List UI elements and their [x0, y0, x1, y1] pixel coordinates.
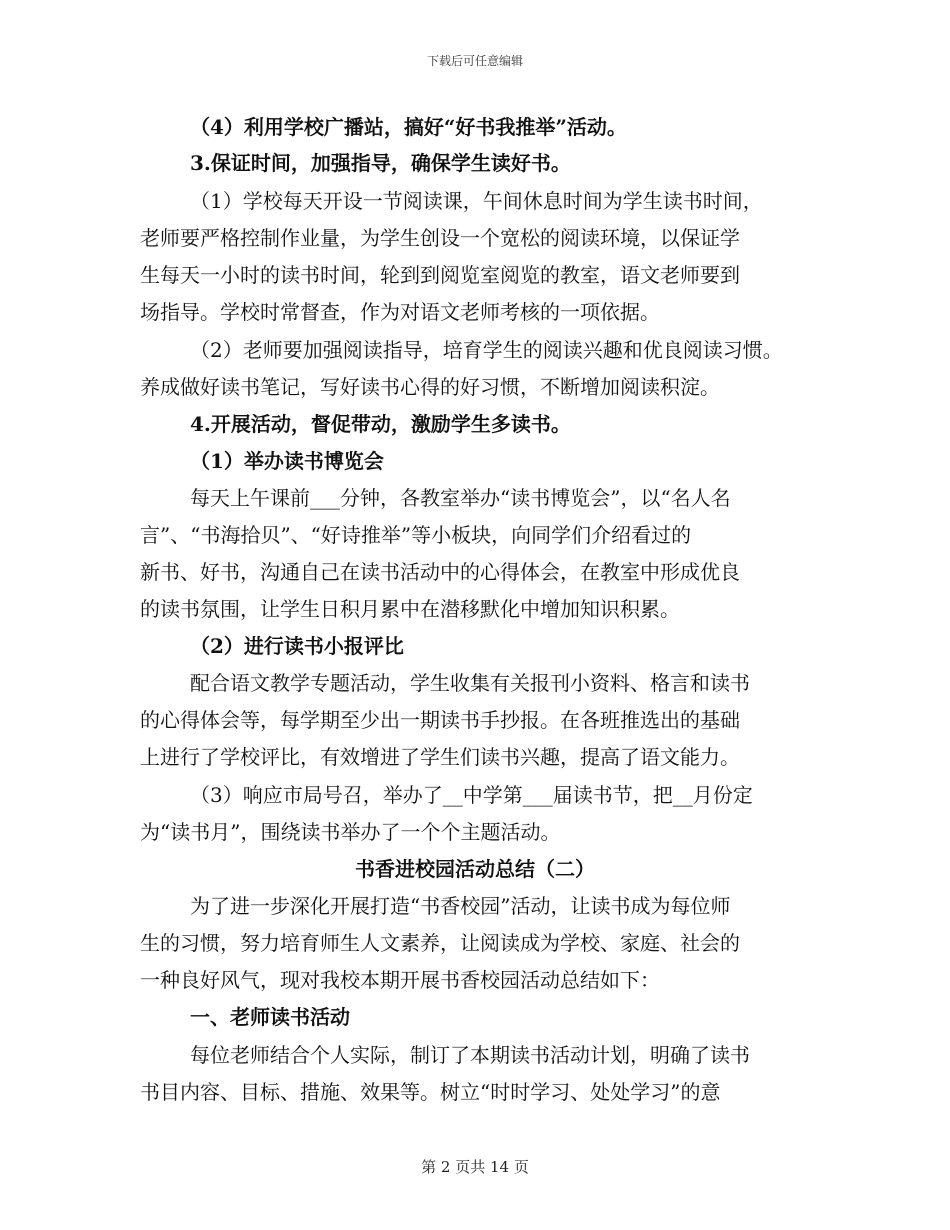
- paragraph-line: 生每天一小时的读书时间，轮到到阅览室阅览的教室，语文老师要到: [140, 263, 740, 287]
- paragraph-line: 为“读书月”，围绕读书举办了一个个主题活动。: [140, 820, 561, 844]
- subheading-newspaper: （2）进行读书小报评比: [190, 634, 404, 658]
- paragraph-line: （1）学校每天开设一节阅读课，午间休息时间为学生读书时间，: [190, 189, 763, 213]
- page-footer: 第 2 页共 14 页: [421, 1158, 529, 1176]
- subheading-book-fair: （1）举办读书博览会: [190, 449, 384, 473]
- paragraph-line: 上进行了学校评比，有效增进了学生们读书兴趣，提高了语文能力。: [140, 745, 740, 769]
- paragraph-line: 生的习惯，努力培育师生人文素养，让阅读成为学校、家庭、社会的: [140, 931, 740, 955]
- paragraph-line: 每天上午课前___分钟，各教室举办“读书博览会”，以“名人名: [190, 486, 731, 510]
- paragraph-line: 书目内容、目标、措施、效果等。树立“时时学习、处处学习”的意: [140, 1080, 721, 1104]
- paragraph-line: 每位老师结合个人实际，制订了本期读书活动计划，明确了读书: [190, 1043, 750, 1067]
- paragraph-line: 为了进一步深化开展打造“书香校园”活动，让读书成为每位师: [190, 894, 731, 918]
- paragraph-line: 养成做好读书笔记，写好读书心得的好习惯，不断增加阅读积淀。: [140, 375, 720, 399]
- paragraph-line: 场指导。学校时常督查，作为对语文老师考核的一项依据。: [140, 300, 660, 324]
- paragraph-line: 新书、好书，沟通自己在读书活动中的心得体会，在教室中形成优良: [140, 560, 740, 584]
- section-3-heading: 3.保证时间，加强指导，确保学生读好书。: [190, 151, 571, 175]
- paragraph-line: 的读书氛围，让学生日积月累中在潜移默化中增加知识积累。: [140, 597, 680, 621]
- paragraph-line: （3）响应市局号召，举办了__中学第___届读书节，把__月份定: [190, 783, 753, 807]
- paragraph-line: 的心得体会等，每学期至少出一期读书手抄报。在各班推选出的基础: [140, 708, 740, 732]
- document-title-2: 书香进校园活动总结（二）: [355, 857, 595, 881]
- paragraph-line: 言”、“书海拾贝”、“好诗推举”等小板块，向同学们介绍看过的: [140, 523, 692, 547]
- paragraph-line: 老师要严格控制作业量，为学生创设一个宽松的阅读环境，以保证学: [140, 226, 740, 250]
- paragraph-line: 一种良好风气，现对我校本期开展书香校园活动总结如下：: [140, 968, 660, 992]
- paragraph-line: 配合语文教学专题活动，学生收集有关报刊小资料、格言和读书: [190, 671, 750, 695]
- item-4-broadcast: （4）利用学校广播站，搞好“好书我推举”活动。: [190, 115, 627, 139]
- page-header: 下载后可任意编辑: [426, 54, 523, 68]
- paragraph-line: （2）老师要加强阅读指导，培育学生的阅读兴趣和优良阅读习惯。: [190, 338, 783, 362]
- section-4-heading: 4.开展活动，督促带动，激励学生多读书。: [190, 412, 571, 436]
- section-teacher-reading: 一、老师读书活动: [190, 1005, 350, 1029]
